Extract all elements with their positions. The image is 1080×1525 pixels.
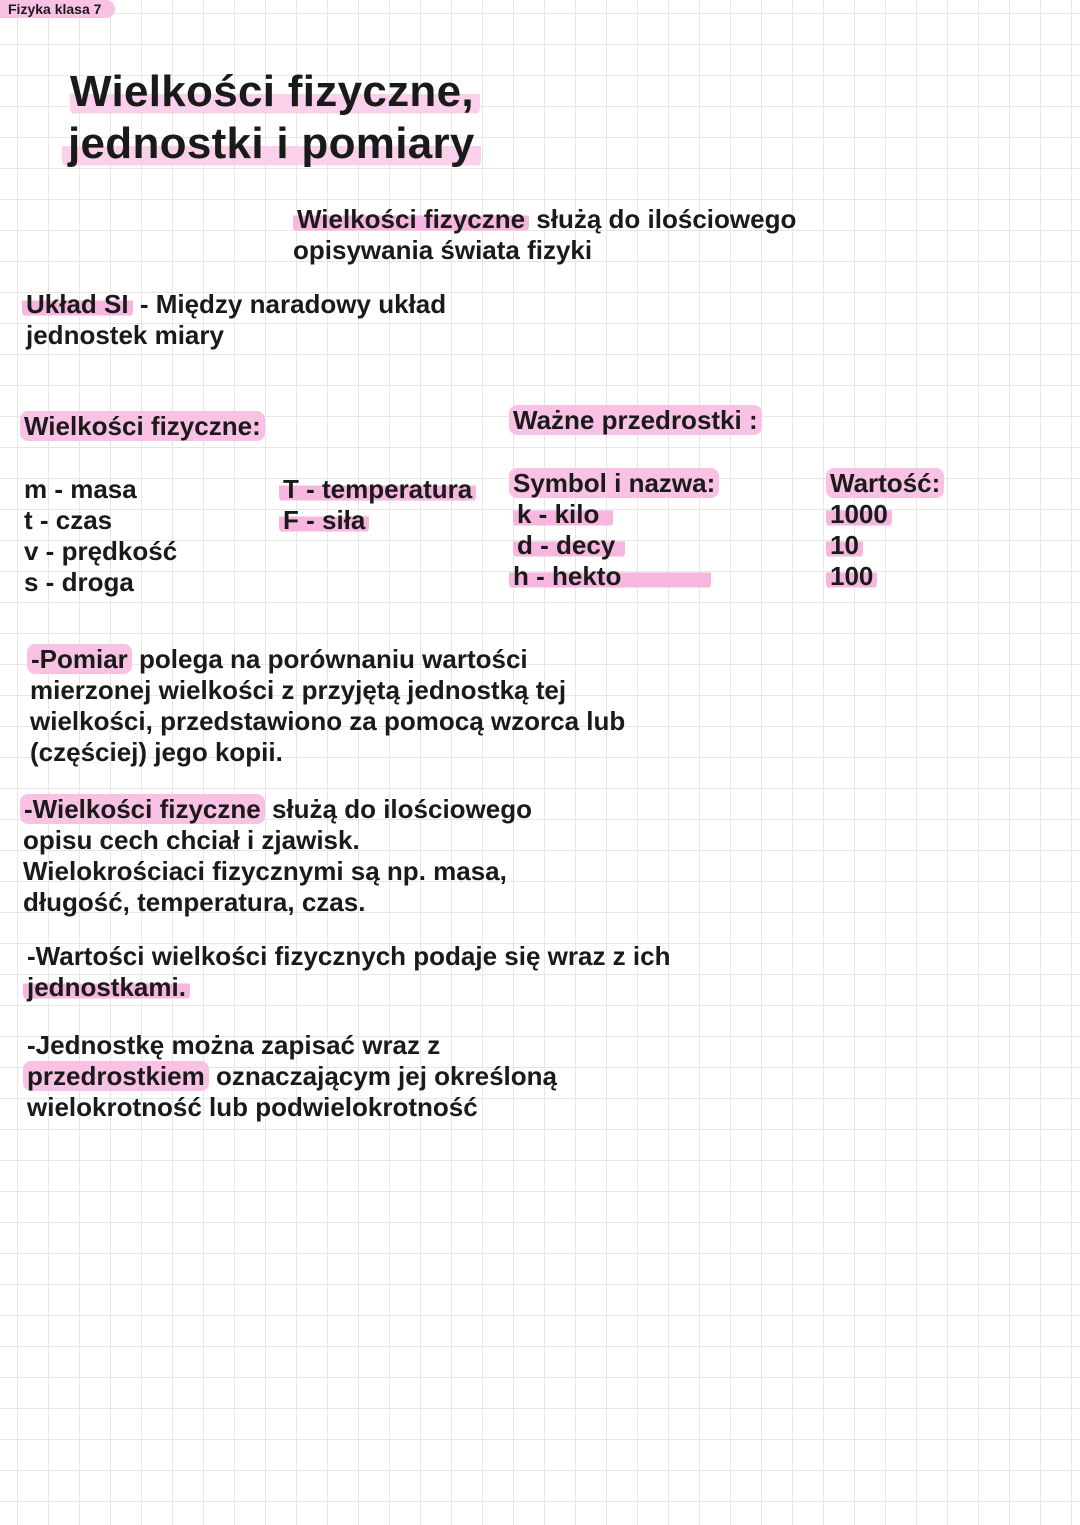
intro-highlight: Wielkości fizyczne (293, 204, 529, 234)
list-item: t - czas (24, 505, 113, 535)
quantities-note-highlight: -Wielkości fizyczne (20, 794, 265, 824)
list-item: m - masa (24, 474, 137, 504)
list-item: T - temperatura (279, 474, 476, 505)
intro-definition: Wielkości fizyczne służą do ilościowego opisywania świata fizyki (293, 204, 797, 265)
table-row: k - kilo (509, 499, 719, 530)
unit-note: -Jednostkę można zapisać wraz z przedrostkiem oznaczającym jej określoną wielokrotność lub podwielokrotność (23, 1030, 557, 1123)
quantities-right-list (279, 474, 476, 536)
values-note: -Wartości wielkości fizycznych podaje się wraz z ich jednostkami. (23, 941, 670, 1003)
prefixes-heading: Ważne przedrostki : (509, 405, 762, 436)
table-row: d - decy (509, 530, 719, 561)
table-row: h - hekto (509, 561, 719, 592)
prefixes-symbol-column (509, 468, 719, 592)
table-header: Wartość: (826, 468, 944, 499)
si-highlight: Układ SI (22, 289, 133, 319)
quantities-left-list (24, 474, 177, 598)
list-item: v - prędkość (24, 536, 178, 566)
unit-note-highlight: przedrostkiem (23, 1061, 209, 1091)
measurement-highlight: -Pomiar (27, 644, 132, 674)
table-cell: 10 (826, 530, 944, 561)
quantities-note: -Wielkości fizyczne służą do ilościowego opisu cech chciał i zjawisk. Wielokrościaci fizycznymi są np. masa, długość, temperatura, czas. (20, 794, 532, 918)
title-line-2: jednostki i pomiary (62, 118, 481, 170)
table-cell: 100 (826, 561, 944, 592)
values-note-highlight: jednostkami. (23, 972, 190, 1002)
quantities-heading: Wielkości fizyczne: (20, 411, 265, 442)
si-definition: Układ SI - Między naradowy układ jednostek miary (22, 289, 446, 351)
list-item: s - droga (24, 567, 134, 597)
prefixes-value-column (826, 468, 944, 592)
measurement-note: -Pomiar polega na porównaniu wartości mierzonej wielkości z przyjętą jednostką tej wielkości, przedstawiono za pomocą wzorca lub (częściej) jego kopii. (27, 644, 625, 768)
page-title (70, 66, 481, 170)
table-header: Symbol i nazwa: (509, 468, 719, 499)
list-item: F - siła (279, 505, 476, 536)
subject-tag: Fizyka klasa 7 (0, 0, 115, 18)
title-line-1: Wielkości fizyczne, (70, 66, 481, 118)
table-cell: 1000 (826, 499, 944, 530)
